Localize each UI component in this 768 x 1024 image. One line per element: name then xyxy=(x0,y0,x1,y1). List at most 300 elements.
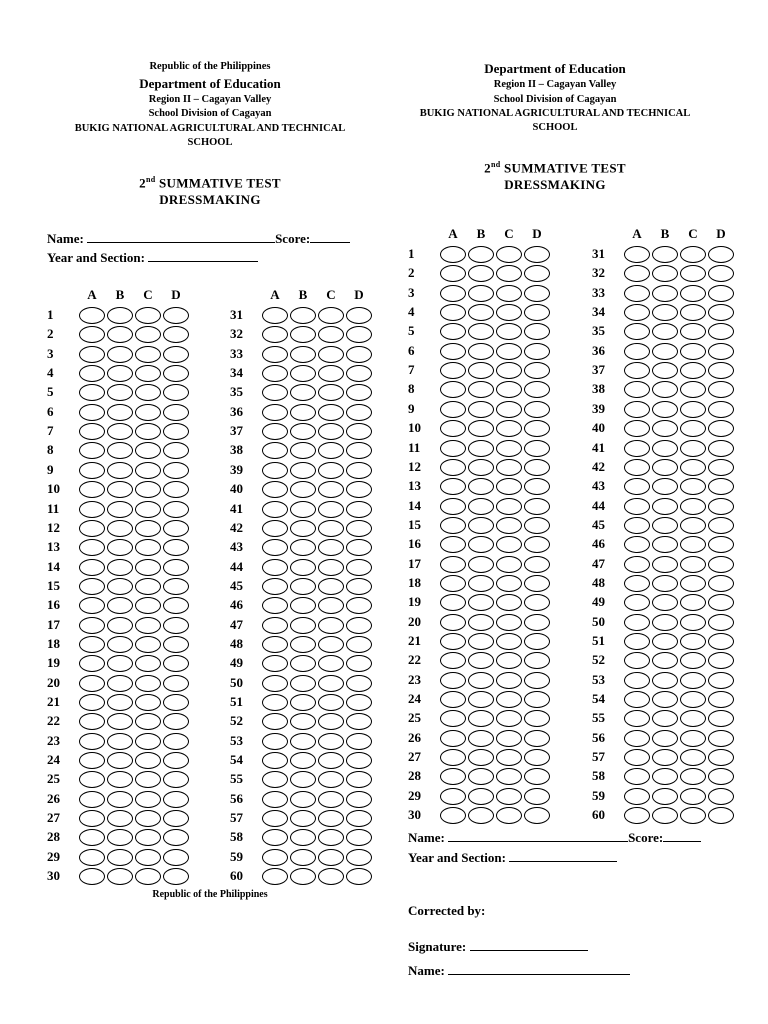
answer-bubble-a[interactable] xyxy=(262,636,288,653)
answer-bubble-d[interactable] xyxy=(163,462,189,479)
answer-bubble-b[interactable] xyxy=(652,285,678,302)
answer-bubble-c[interactable] xyxy=(496,633,522,650)
year-section-field[interactable]: Year and Section: xyxy=(47,249,258,266)
answer-bubble-c[interactable] xyxy=(680,517,706,534)
answer-bubble-b[interactable] xyxy=(652,730,678,747)
answer-bubble-a[interactable] xyxy=(262,307,288,324)
answer-bubble-d[interactable] xyxy=(708,710,734,727)
answer-bubble-c[interactable] xyxy=(135,810,161,827)
answer-bubble-c[interactable] xyxy=(496,459,522,476)
answer-bubble-b[interactable] xyxy=(652,807,678,824)
answer-bubble-d[interactable] xyxy=(163,423,189,440)
answer-bubble-b[interactable] xyxy=(652,788,678,805)
answer-bubble-d[interactable] xyxy=(346,384,372,401)
answer-bubble-b[interactable] xyxy=(468,362,494,379)
answer-bubble-c[interactable] xyxy=(135,733,161,750)
answer-bubble-b[interactable] xyxy=(290,326,316,343)
answer-bubble-d[interactable] xyxy=(346,346,372,363)
answer-bubble-a[interactable] xyxy=(624,633,650,650)
answer-bubble-d[interactable] xyxy=(163,559,189,576)
answer-bubble-c[interactable] xyxy=(680,265,706,282)
answer-bubble-b[interactable] xyxy=(107,559,133,576)
answer-bubble-d[interactable] xyxy=(346,597,372,614)
answer-bubble-c[interactable] xyxy=(680,768,706,785)
answer-bubble-d[interactable] xyxy=(163,810,189,827)
answer-bubble-d[interactable] xyxy=(346,636,372,653)
answer-bubble-b[interactable] xyxy=(290,868,316,885)
answer-bubble-a[interactable] xyxy=(262,423,288,440)
answer-bubble-c[interactable] xyxy=(318,539,344,556)
answer-bubble-a[interactable] xyxy=(262,713,288,730)
answer-bubble-d[interactable] xyxy=(163,791,189,808)
answer-bubble-a[interactable] xyxy=(624,652,650,669)
answer-bubble-d[interactable] xyxy=(708,246,734,263)
answer-bubble-d[interactable] xyxy=(708,594,734,611)
answer-bubble-d[interactable] xyxy=(708,691,734,708)
answer-bubble-c[interactable] xyxy=(680,594,706,611)
answer-bubble-d[interactable] xyxy=(708,807,734,824)
answer-bubble-d[interactable] xyxy=(163,849,189,866)
answer-bubble-a[interactable] xyxy=(624,768,650,785)
answer-bubble-d[interactable] xyxy=(524,420,550,437)
answer-bubble-d[interactable] xyxy=(524,440,550,457)
answer-bubble-a[interactable] xyxy=(440,517,466,534)
answer-bubble-a[interactable] xyxy=(79,559,105,576)
answer-bubble-b[interactable] xyxy=(290,365,316,382)
answer-bubble-a[interactable] xyxy=(440,362,466,379)
answer-bubble-a[interactable] xyxy=(624,304,650,321)
answer-bubble-b[interactable] xyxy=(290,520,316,537)
answer-bubble-d[interactable] xyxy=(524,788,550,805)
answer-bubble-c[interactable] xyxy=(318,733,344,750)
answer-bubble-c[interactable] xyxy=(135,597,161,614)
answer-bubble-d[interactable] xyxy=(524,710,550,727)
answer-bubble-d[interactable] xyxy=(163,404,189,421)
answer-bubble-c[interactable] xyxy=(680,478,706,495)
answer-bubble-c[interactable] xyxy=(496,440,522,457)
answer-bubble-c[interactable] xyxy=(135,675,161,692)
answer-bubble-d[interactable] xyxy=(524,285,550,302)
answer-bubble-c[interactable] xyxy=(318,713,344,730)
answer-bubble-d[interactable] xyxy=(163,752,189,769)
answer-bubble-d[interactable] xyxy=(346,713,372,730)
answer-bubble-d[interactable] xyxy=(163,617,189,634)
answer-bubble-c[interactable] xyxy=(135,520,161,537)
answer-bubble-d[interactable] xyxy=(708,536,734,553)
answer-bubble-b[interactable] xyxy=(290,578,316,595)
answer-bubble-d[interactable] xyxy=(708,362,734,379)
answer-bubble-a[interactable] xyxy=(262,694,288,711)
answer-bubble-a[interactable] xyxy=(79,597,105,614)
answer-bubble-c[interactable] xyxy=(318,307,344,324)
answer-bubble-c[interactable] xyxy=(135,694,161,711)
answer-bubble-a[interactable] xyxy=(79,617,105,634)
answer-bubble-b[interactable] xyxy=(468,594,494,611)
answer-bubble-b[interactable] xyxy=(652,343,678,360)
answer-bubble-d[interactable] xyxy=(346,675,372,692)
answer-bubble-d[interactable] xyxy=(163,578,189,595)
answer-bubble-a[interactable] xyxy=(624,730,650,747)
answer-bubble-c[interactable] xyxy=(680,672,706,689)
answer-bubble-d[interactable] xyxy=(163,539,189,556)
answer-bubble-c[interactable] xyxy=(496,614,522,631)
answer-bubble-b[interactable] xyxy=(107,404,133,421)
corrector-name-field[interactable]: Name: xyxy=(408,962,630,979)
answer-bubble-d[interactable] xyxy=(346,501,372,518)
answer-bubble-d[interactable] xyxy=(708,323,734,340)
answer-bubble-b[interactable] xyxy=(107,675,133,692)
answer-bubble-d[interactable] xyxy=(346,365,372,382)
answer-bubble-c[interactable] xyxy=(680,730,706,747)
answer-bubble-d[interactable] xyxy=(524,304,550,321)
answer-bubble-a[interactable] xyxy=(440,401,466,418)
answer-bubble-c[interactable] xyxy=(680,362,706,379)
answer-bubble-d[interactable] xyxy=(524,691,550,708)
answer-bubble-a[interactable] xyxy=(624,498,650,515)
answer-bubble-d[interactable] xyxy=(708,517,734,534)
answer-bubble-a[interactable] xyxy=(79,636,105,653)
right-year-section-field[interactable]: Year and Section: xyxy=(408,849,617,866)
answer-bubble-a[interactable] xyxy=(624,594,650,611)
answer-bubble-a[interactable] xyxy=(440,478,466,495)
answer-bubble-b[interactable] xyxy=(290,752,316,769)
answer-bubble-c[interactable] xyxy=(680,246,706,263)
answer-bubble-b[interactable] xyxy=(468,710,494,727)
answer-bubble-b[interactable] xyxy=(290,810,316,827)
answer-bubble-d[interactable] xyxy=(163,346,189,363)
answer-bubble-c[interactable] xyxy=(680,343,706,360)
answer-bubble-b[interactable] xyxy=(290,346,316,363)
answer-bubble-a[interactable] xyxy=(262,849,288,866)
answer-bubble-b[interactable] xyxy=(468,730,494,747)
answer-bubble-a[interactable] xyxy=(262,442,288,459)
answer-bubble-b[interactable] xyxy=(468,440,494,457)
answer-bubble-c[interactable] xyxy=(496,420,522,437)
answer-bubble-b[interactable] xyxy=(290,636,316,653)
answer-bubble-b[interactable] xyxy=(468,246,494,263)
answer-bubble-d[interactable] xyxy=(346,810,372,827)
answer-bubble-a[interactable] xyxy=(262,346,288,363)
answer-bubble-c[interactable] xyxy=(680,652,706,669)
answer-bubble-b[interactable] xyxy=(652,517,678,534)
answer-bubble-a[interactable] xyxy=(79,462,105,479)
answer-bubble-b[interactable] xyxy=(652,768,678,785)
answer-bubble-c[interactable] xyxy=(135,636,161,653)
answer-bubble-a[interactable] xyxy=(440,323,466,340)
answer-bubble-b[interactable] xyxy=(107,713,133,730)
answer-bubble-d[interactable] xyxy=(346,307,372,324)
answer-bubble-b[interactable] xyxy=(652,498,678,515)
signature-field[interactable]: Signature: xyxy=(408,938,588,955)
answer-bubble-c[interactable] xyxy=(496,246,522,263)
answer-bubble-d[interactable] xyxy=(708,788,734,805)
answer-bubble-a[interactable] xyxy=(79,713,105,730)
answer-bubble-c[interactable] xyxy=(496,323,522,340)
answer-bubble-a[interactable] xyxy=(440,672,466,689)
answer-bubble-d[interactable] xyxy=(524,343,550,360)
answer-bubble-d[interactable] xyxy=(524,517,550,534)
answer-bubble-c[interactable] xyxy=(680,788,706,805)
answer-bubble-a[interactable] xyxy=(79,442,105,459)
right-name-field[interactable]: Name: Score: xyxy=(408,829,701,846)
answer-bubble-c[interactable] xyxy=(496,536,522,553)
answer-bubble-a[interactable] xyxy=(624,246,650,263)
answer-bubble-b[interactable] xyxy=(652,556,678,573)
answer-bubble-b[interactable] xyxy=(652,440,678,457)
answer-bubble-c[interactable] xyxy=(680,575,706,592)
answer-bubble-a[interactable] xyxy=(440,594,466,611)
answer-bubble-b[interactable] xyxy=(290,617,316,634)
answer-bubble-c[interactable] xyxy=(318,617,344,634)
answer-bubble-d[interactable] xyxy=(346,733,372,750)
answer-bubble-b[interactable] xyxy=(652,420,678,437)
answer-bubble-b[interactable] xyxy=(468,633,494,650)
answer-bubble-a[interactable] xyxy=(262,578,288,595)
answer-bubble-b[interactable] xyxy=(107,346,133,363)
answer-bubble-b[interactable] xyxy=(468,285,494,302)
answer-bubble-b[interactable] xyxy=(290,423,316,440)
answer-bubble-d[interactable] xyxy=(708,440,734,457)
answer-bubble-a[interactable] xyxy=(79,326,105,343)
answer-bubble-a[interactable] xyxy=(624,459,650,476)
answer-bubble-a[interactable] xyxy=(262,384,288,401)
answer-bubble-b[interactable] xyxy=(468,556,494,573)
answer-bubble-a[interactable] xyxy=(79,307,105,324)
answer-bubble-d[interactable] xyxy=(524,246,550,263)
answer-bubble-a[interactable] xyxy=(624,401,650,418)
answer-bubble-d[interactable] xyxy=(163,520,189,537)
answer-bubble-c[interactable] xyxy=(318,849,344,866)
answer-bubble-d[interactable] xyxy=(346,539,372,556)
answer-bubble-c[interactable] xyxy=(680,285,706,302)
answer-bubble-a[interactable] xyxy=(624,323,650,340)
answer-bubble-c[interactable] xyxy=(496,265,522,282)
answer-bubble-b[interactable] xyxy=(652,652,678,669)
answer-bubble-d[interactable] xyxy=(346,694,372,711)
answer-bubble-c[interactable] xyxy=(496,768,522,785)
answer-bubble-c[interactable] xyxy=(318,636,344,653)
answer-bubble-b[interactable] xyxy=(107,771,133,788)
answer-bubble-a[interactable] xyxy=(79,365,105,382)
answer-bubble-a[interactable] xyxy=(624,691,650,708)
answer-bubble-a[interactable] xyxy=(440,304,466,321)
answer-bubble-b[interactable] xyxy=(107,655,133,672)
answer-bubble-c[interactable] xyxy=(496,672,522,689)
answer-bubble-d[interactable] xyxy=(524,401,550,418)
answer-bubble-d[interactable] xyxy=(708,343,734,360)
answer-bubble-c[interactable] xyxy=(318,462,344,479)
answer-bubble-b[interactable] xyxy=(107,442,133,459)
answer-bubble-b[interactable] xyxy=(468,614,494,631)
answer-bubble-b[interactable] xyxy=(468,652,494,669)
answer-bubble-a[interactable] xyxy=(79,733,105,750)
answer-bubble-d[interactable] xyxy=(163,365,189,382)
answer-bubble-d[interactable] xyxy=(163,501,189,518)
answer-bubble-a[interactable] xyxy=(624,440,650,457)
answer-bubble-d[interactable] xyxy=(163,442,189,459)
answer-bubble-d[interactable] xyxy=(346,849,372,866)
answer-bubble-a[interactable] xyxy=(262,481,288,498)
answer-bubble-b[interactable] xyxy=(290,771,316,788)
answer-bubble-a[interactable] xyxy=(79,481,105,498)
answer-bubble-b[interactable] xyxy=(107,617,133,634)
answer-bubble-b[interactable] xyxy=(652,614,678,631)
answer-bubble-c[interactable] xyxy=(496,285,522,302)
answer-bubble-d[interactable] xyxy=(524,575,550,592)
answer-bubble-b[interactable] xyxy=(468,343,494,360)
answer-bubble-c[interactable] xyxy=(680,749,706,766)
answer-bubble-a[interactable] xyxy=(440,652,466,669)
answer-bubble-a[interactable] xyxy=(79,810,105,827)
answer-bubble-c[interactable] xyxy=(318,481,344,498)
answer-bubble-c[interactable] xyxy=(318,597,344,614)
answer-bubble-a[interactable] xyxy=(440,440,466,457)
answer-bubble-d[interactable] xyxy=(524,652,550,669)
answer-bubble-b[interactable] xyxy=(290,829,316,846)
answer-bubble-c[interactable] xyxy=(496,304,522,321)
answer-bubble-a[interactable] xyxy=(624,788,650,805)
answer-bubble-d[interactable] xyxy=(708,672,734,689)
answer-bubble-a[interactable] xyxy=(262,771,288,788)
answer-bubble-a[interactable] xyxy=(624,381,650,398)
answer-bubble-c[interactable] xyxy=(318,752,344,769)
answer-bubble-c[interactable] xyxy=(318,520,344,537)
answer-bubble-b[interactable] xyxy=(107,481,133,498)
answer-bubble-d[interactable] xyxy=(524,362,550,379)
answer-bubble-d[interactable] xyxy=(346,559,372,576)
answer-bubble-a[interactable] xyxy=(262,617,288,634)
answer-bubble-a[interactable] xyxy=(624,517,650,534)
answer-bubble-d[interactable] xyxy=(346,481,372,498)
answer-bubble-a[interactable] xyxy=(440,788,466,805)
answer-bubble-a[interactable] xyxy=(440,710,466,727)
answer-bubble-c[interactable] xyxy=(496,498,522,515)
answer-bubble-b[interactable] xyxy=(107,578,133,595)
answer-bubble-b[interactable] xyxy=(468,478,494,495)
answer-bubble-c[interactable] xyxy=(135,771,161,788)
answer-bubble-d[interactable] xyxy=(163,636,189,653)
answer-bubble-d[interactable] xyxy=(708,556,734,573)
answer-bubble-a[interactable] xyxy=(262,404,288,421)
answer-bubble-c[interactable] xyxy=(318,829,344,846)
answer-bubble-c[interactable] xyxy=(496,401,522,418)
answer-bubble-d[interactable] xyxy=(708,304,734,321)
answer-bubble-c[interactable] xyxy=(496,710,522,727)
answer-bubble-b[interactable] xyxy=(652,459,678,476)
answer-bubble-b[interactable] xyxy=(107,307,133,324)
answer-bubble-b[interactable] xyxy=(468,575,494,592)
answer-bubble-a[interactable] xyxy=(79,346,105,363)
answer-bubble-a[interactable] xyxy=(440,246,466,263)
answer-bubble-b[interactable] xyxy=(652,478,678,495)
answer-bubble-c[interactable] xyxy=(135,326,161,343)
answer-bubble-c[interactable] xyxy=(318,442,344,459)
answer-bubble-c[interactable] xyxy=(496,594,522,611)
answer-bubble-a[interactable] xyxy=(624,478,650,495)
answer-bubble-a[interactable] xyxy=(79,501,105,518)
answer-bubble-a[interactable] xyxy=(624,536,650,553)
answer-bubble-b[interactable] xyxy=(652,749,678,766)
answer-bubble-c[interactable] xyxy=(135,617,161,634)
answer-bubble-d[interactable] xyxy=(163,713,189,730)
answer-bubble-b[interactable] xyxy=(290,481,316,498)
answer-bubble-d[interactable] xyxy=(163,307,189,324)
answer-bubble-c[interactable] xyxy=(135,849,161,866)
answer-bubble-c[interactable] xyxy=(680,614,706,631)
answer-bubble-b[interactable] xyxy=(468,381,494,398)
answer-bubble-d[interactable] xyxy=(163,868,189,885)
answer-bubble-d[interactable] xyxy=(346,423,372,440)
answer-bubble-d[interactable] xyxy=(708,401,734,418)
answer-bubble-a[interactable] xyxy=(79,829,105,846)
answer-bubble-a[interactable] xyxy=(262,462,288,479)
answer-bubble-c[interactable] xyxy=(318,791,344,808)
answer-bubble-b[interactable] xyxy=(107,501,133,518)
answer-bubble-c[interactable] xyxy=(496,575,522,592)
answer-bubble-c[interactable] xyxy=(135,462,161,479)
answer-bubble-c[interactable] xyxy=(135,829,161,846)
answer-bubble-c[interactable] xyxy=(318,578,344,595)
answer-bubble-c[interactable] xyxy=(135,559,161,576)
answer-bubble-b[interactable] xyxy=(290,539,316,556)
answer-bubble-c[interactable] xyxy=(680,807,706,824)
answer-bubble-d[interactable] xyxy=(708,633,734,650)
answer-bubble-a[interactable] xyxy=(440,691,466,708)
answer-bubble-c[interactable] xyxy=(318,810,344,827)
answer-bubble-a[interactable] xyxy=(440,730,466,747)
answer-bubble-b[interactable] xyxy=(107,791,133,808)
answer-bubble-a[interactable] xyxy=(79,675,105,692)
answer-bubble-d[interactable] xyxy=(708,614,734,631)
answer-bubble-c[interactable] xyxy=(680,459,706,476)
answer-bubble-c[interactable] xyxy=(135,384,161,401)
answer-bubble-c[interactable] xyxy=(680,440,706,457)
answer-bubble-d[interactable] xyxy=(163,655,189,672)
answer-bubble-c[interactable] xyxy=(680,536,706,553)
answer-bubble-a[interactable] xyxy=(440,381,466,398)
answer-bubble-c[interactable] xyxy=(318,559,344,576)
answer-bubble-c[interactable] xyxy=(135,442,161,459)
answer-bubble-a[interactable] xyxy=(262,520,288,537)
answer-bubble-a[interactable] xyxy=(79,752,105,769)
answer-bubble-c[interactable] xyxy=(680,381,706,398)
answer-bubble-b[interactable] xyxy=(652,323,678,340)
answer-bubble-a[interactable] xyxy=(262,501,288,518)
name-field[interactable]: Name: Score: xyxy=(47,230,350,247)
answer-bubble-d[interactable] xyxy=(708,730,734,747)
answer-bubble-a[interactable] xyxy=(262,868,288,885)
answer-bubble-c[interactable] xyxy=(318,346,344,363)
answer-bubble-d[interactable] xyxy=(708,768,734,785)
answer-bubble-b[interactable] xyxy=(468,304,494,321)
answer-bubble-d[interactable] xyxy=(163,733,189,750)
answer-bubble-d[interactable] xyxy=(346,520,372,537)
answer-bubble-b[interactable] xyxy=(290,462,316,479)
answer-bubble-c[interactable] xyxy=(680,304,706,321)
answer-bubble-b[interactable] xyxy=(290,597,316,614)
answer-bubble-c[interactable] xyxy=(680,556,706,573)
answer-bubble-d[interactable] xyxy=(524,323,550,340)
answer-bubble-d[interactable] xyxy=(708,575,734,592)
answer-bubble-c[interactable] xyxy=(318,694,344,711)
answer-bubble-a[interactable] xyxy=(624,807,650,824)
answer-bubble-c[interactable] xyxy=(496,556,522,573)
answer-bubble-a[interactable] xyxy=(624,614,650,631)
answer-bubble-b[interactable] xyxy=(468,749,494,766)
answer-bubble-d[interactable] xyxy=(346,868,372,885)
answer-bubble-b[interactable] xyxy=(107,326,133,343)
answer-bubble-a[interactable] xyxy=(624,285,650,302)
